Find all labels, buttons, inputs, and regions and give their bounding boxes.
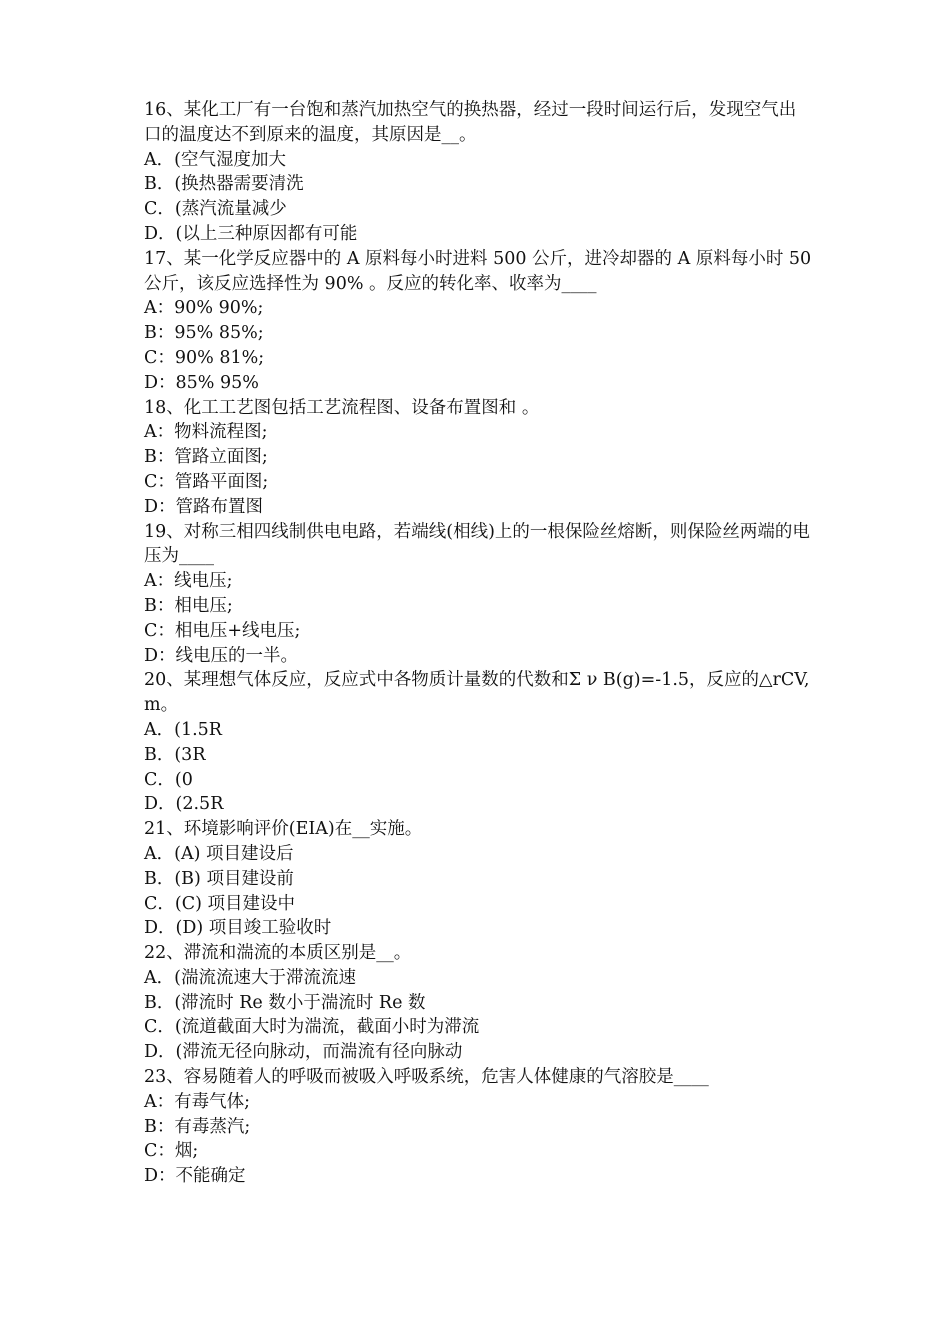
option-b: B：95% 85%; (144, 323, 264, 344)
option-c: C：90% 81%; (144, 347, 265, 368)
option-a: A：90% 90%; (144, 298, 264, 319)
option-a: A．(A) 项目建设后 (144, 843, 294, 864)
option-c: C：管路平面图; (144, 471, 269, 492)
option-b: B．(换热器需要清洗 (144, 174, 304, 195)
option-c: C．(C) 项目建设中 (144, 893, 295, 914)
option-a: A：线电压; (144, 571, 233, 592)
question-stem: 18、化工工艺图包括工艺流程图、设备布置图和 。 (144, 397, 540, 418)
question-stem: 20、某理想气体反应，反应式中各物质计量数的代数和Σ ν B(g)=-1.5，反应的△rCV,m。 (144, 670, 810, 716)
question-stem: 21、环境影响评价(EIA)在__实施。 (144, 819, 423, 840)
option-d: D．(D) 项目竣工验收时 (144, 918, 332, 939)
option-a: A．(空气湿度加大 (144, 149, 286, 170)
option-c: C：烟; (144, 1141, 199, 1162)
question-stem: 17、某一化学反应器中的 A 原料每小时进料 500 公斤，进冷却器的 A 原料每小时 50 公斤，该反应选择性为 90% 。反应的转化率、收率为____ (144, 248, 812, 294)
option-b: B：管路立面图; (144, 447, 268, 468)
option-b: B．(3R (144, 744, 206, 765)
question-stem: 23、容易随着人的呼吸而被吸入呼吸系统，危害人体健康的气溶胶是____ (144, 1067, 709, 1088)
option-c: C．(蒸汽流量减少 (144, 199, 287, 220)
option-d: D：管路布置图 (144, 496, 264, 517)
option-a: A．(湍流流速大于滞流流速 (144, 967, 356, 988)
question-23 (144, 1065, 812, 1189)
option-a: A：有毒气体; (144, 1091, 251, 1112)
question-stem: 22、滞流和湍流的本质区别是__。 (144, 943, 412, 964)
question-21 (144, 817, 812, 941)
question-16 (144, 98, 812, 247)
question-20 (144, 668, 812, 817)
option-d: D：不能确定 (144, 1166, 246, 1187)
option-b: B：有毒蒸汽; (144, 1116, 251, 1137)
option-a: A．(1.5R (144, 719, 222, 740)
question-22 (144, 941, 812, 1065)
option-c: C．(流道截面大时为湍流，截面小时为滞流 (144, 1017, 480, 1038)
document-page (144, 98, 812, 1189)
question-18 (144, 396, 812, 520)
option-c: C．(0 (144, 769, 193, 790)
option-d: D．(2.5R (144, 794, 224, 815)
question-19 (144, 520, 812, 669)
option-d: D．(以上三种原因都有可能 (144, 223, 358, 244)
question-17 (144, 247, 812, 396)
option-b: B．(滞流时 Re 数小于湍流时 Re 数 (144, 992, 426, 1013)
option-d: D．(滞流无径向脉动，而湍流有径向脉动 (144, 1042, 463, 1063)
option-b: B．(B) 项目建设前 (144, 868, 294, 889)
option-b: B：相电压; (144, 595, 233, 616)
option-a: A：物料流程图; (144, 422, 268, 443)
question-stem: 19、对称三相四线制供电电路，若端线(相线)上的一根保险丝熔断，则保险丝两端的电压为____ (144, 521, 810, 567)
option-c: C：相电压+线电压; (144, 620, 301, 641)
option-d: D：线电压的一半。 (144, 645, 299, 666)
option-d: D：85% 95% (144, 372, 259, 393)
question-stem: 16、某化工厂有一台饱和蒸汽加热空气的换热器，经过一段时间运行后，发现空气出口的温度达不到原来的温度，其原因是__。 (144, 100, 797, 145)
